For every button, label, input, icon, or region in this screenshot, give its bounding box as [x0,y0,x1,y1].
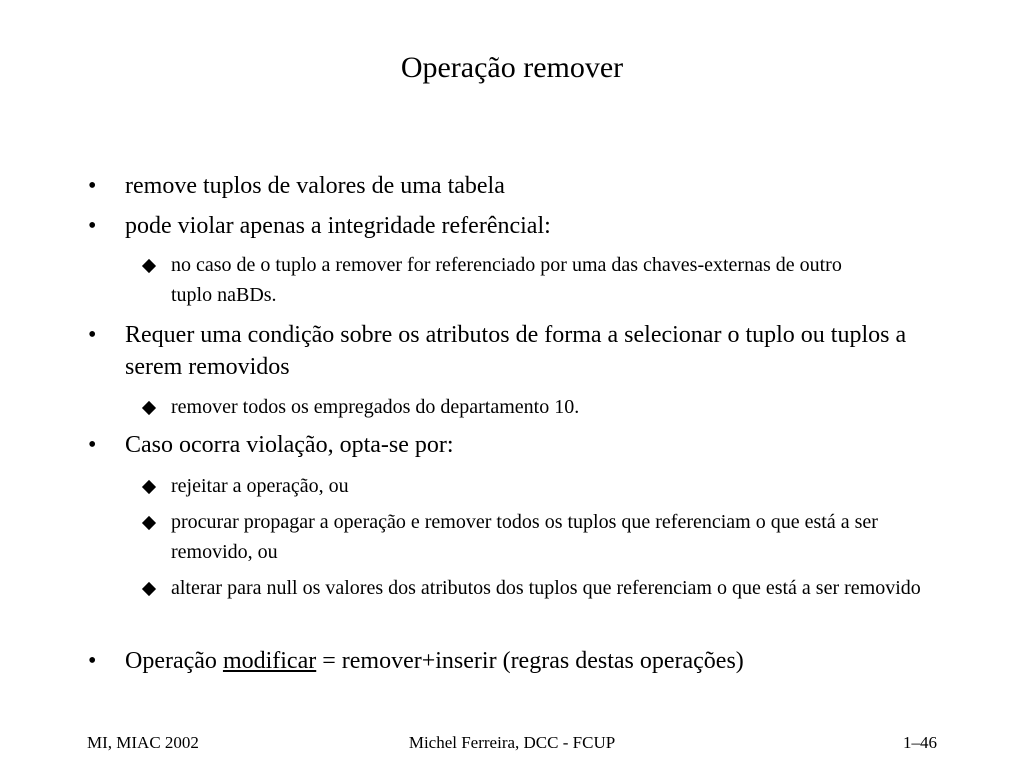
bullet-item [88,170,945,202]
diamond-bullet-icon [142,516,156,530]
diamond-bullet-icon [142,480,156,494]
bullet-dot-icon: • [88,648,97,674]
sub-bullet-text: alterar para null os valores dos atributos dos tuplos que referenciam o que está a ser removido [171,577,921,599]
sub-bullet-item [171,573,951,603]
sub-bullet-text: remover todos os empregados do departamento 10. [171,396,580,418]
sub-bullet-text: no caso de o tuplo a remover for referenciado por uma das chaves-externas de outro tuplo naBDs. [171,254,842,306]
footer-page-number: 1–46 [903,733,937,752]
sub-bullet-item [171,250,861,310]
bullet-text: Caso ocorra violação, opta-se por: [125,432,454,458]
bullet-dot-icon: • [88,322,97,348]
bullet-text: pode violar apenas a integridade referêncial: [125,213,551,239]
bullet-dot-icon: • [88,432,97,458]
bullet-item [88,210,945,242]
sub-bullet-item [171,471,951,501]
sub-bullet-text: rejeitar a operação, ou [171,475,349,497]
bullet-text: Requer uma condição sobre os atributos de forma a selecionar o tuplo ou tuplos a serem removidos [125,322,907,380]
bullet-item [88,429,945,461]
sub-bullet-item [171,507,951,567]
bullet-text: remove tuplos de valores de uma tabela [125,173,505,199]
sub-bullet-item [171,392,951,422]
diamond-bullet-icon [142,259,156,273]
bullet-item [88,319,945,383]
slide-title: Operação remover [400,51,624,84]
bullet-text-prefix: Operação [125,648,223,674]
bullet-text-suffix: = remover+inserir (regras destas operações) [316,648,744,674]
diamond-bullet-icon [142,401,156,415]
footer-course: MI, MIAC 2002 [87,733,199,752]
underlined-term: modificar [222,648,317,674]
footer-author: Michel Ferreira, DCC - FCUP [408,733,616,752]
bullet-dot-icon: • [88,213,97,239]
bullet-item [88,645,945,677]
sub-bullet-text: procurar propagar a operação e remover todos os tuplos que referenciam o que está a ser removido, ou [171,511,878,563]
diamond-bullet-icon [142,582,156,596]
bullet-dot-icon: • [88,173,97,199]
